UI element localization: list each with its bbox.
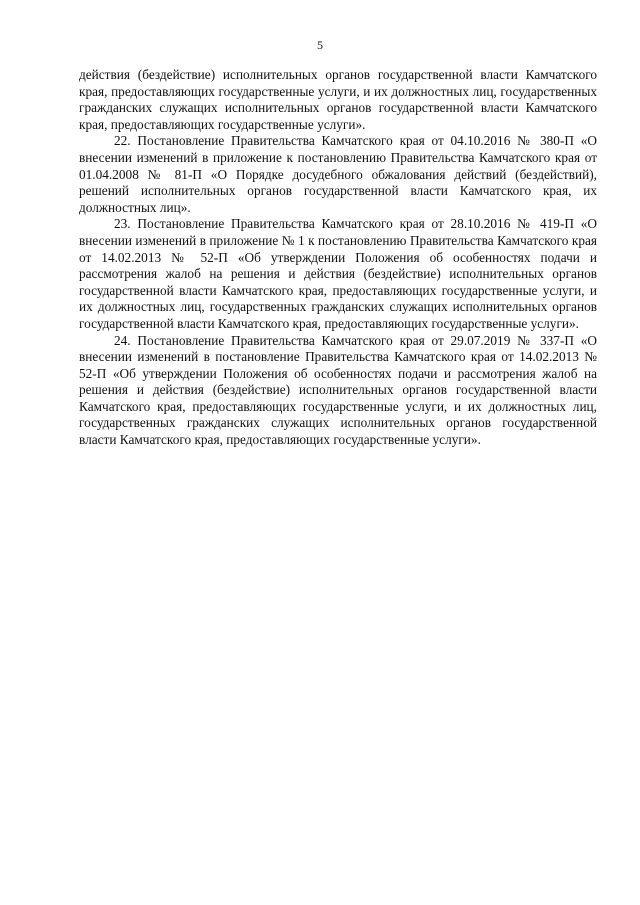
paragraph-item-22: 22. Постановление Правительства Камчатского края от 04.10.2016 № 380-П «О внесении изменений в приложение к постановлению Правительства Камчатского края от 01.04.2008 № 81-П «О Порядке досудебного обжалования действий (бездействий), решений исполнительных органов государственной власти Камчатского края, их должностных лиц». (79, 133, 597, 215)
page-number: 5 (317, 38, 323, 52)
paragraph-item-24: 24. Постановление Правительства Камчатского края от 29.07.2019 № 337-П «О внесении изменений в постановление Правительства Камчатского края от 14.02.2013 № 52-П «Об утверждении Положения об особенностях подачи и рассмотрения жалоб на решения и действия (бездействие) исполнительных органов государственной власти Камчатского края, предоставляющих государственные услуги, и их должностных лиц, государственных гражданских служащих исполнительных органов государственной власти Камчатского края, предоставляющих государственные услуги». (79, 332, 597, 448)
document-body (79, 67, 597, 449)
paragraph-item-23: 23. Постановление Правительства Камчатского края от 28.10.2016 № 419-П «О внесении изменений в приложение № 1 к постановлению Правительства Камчатского края от 14.02.2013 № 52-П «Об утверждении Положения об особенностях подачи и рассмотрения жалоб на решения и действия (бездействие) исполнительных органов государственной власти Камчатского края, предоставляющих государственные услуги, и их должностных лиц, государственных гражданских служащих исполнительных органов государственной власти Камчатского края, предоставляющих государственные услуги». (79, 216, 597, 331)
paragraph-continuation: действия (бездействие) исполнительных органов государственной власти Камчатского края, предоставляющих государственные услуги, и их должностных лиц, государственных гражданских служащих исполнительных органов государственной власти Камчатского края, предоставляющих государственные услуги». (79, 67, 597, 132)
